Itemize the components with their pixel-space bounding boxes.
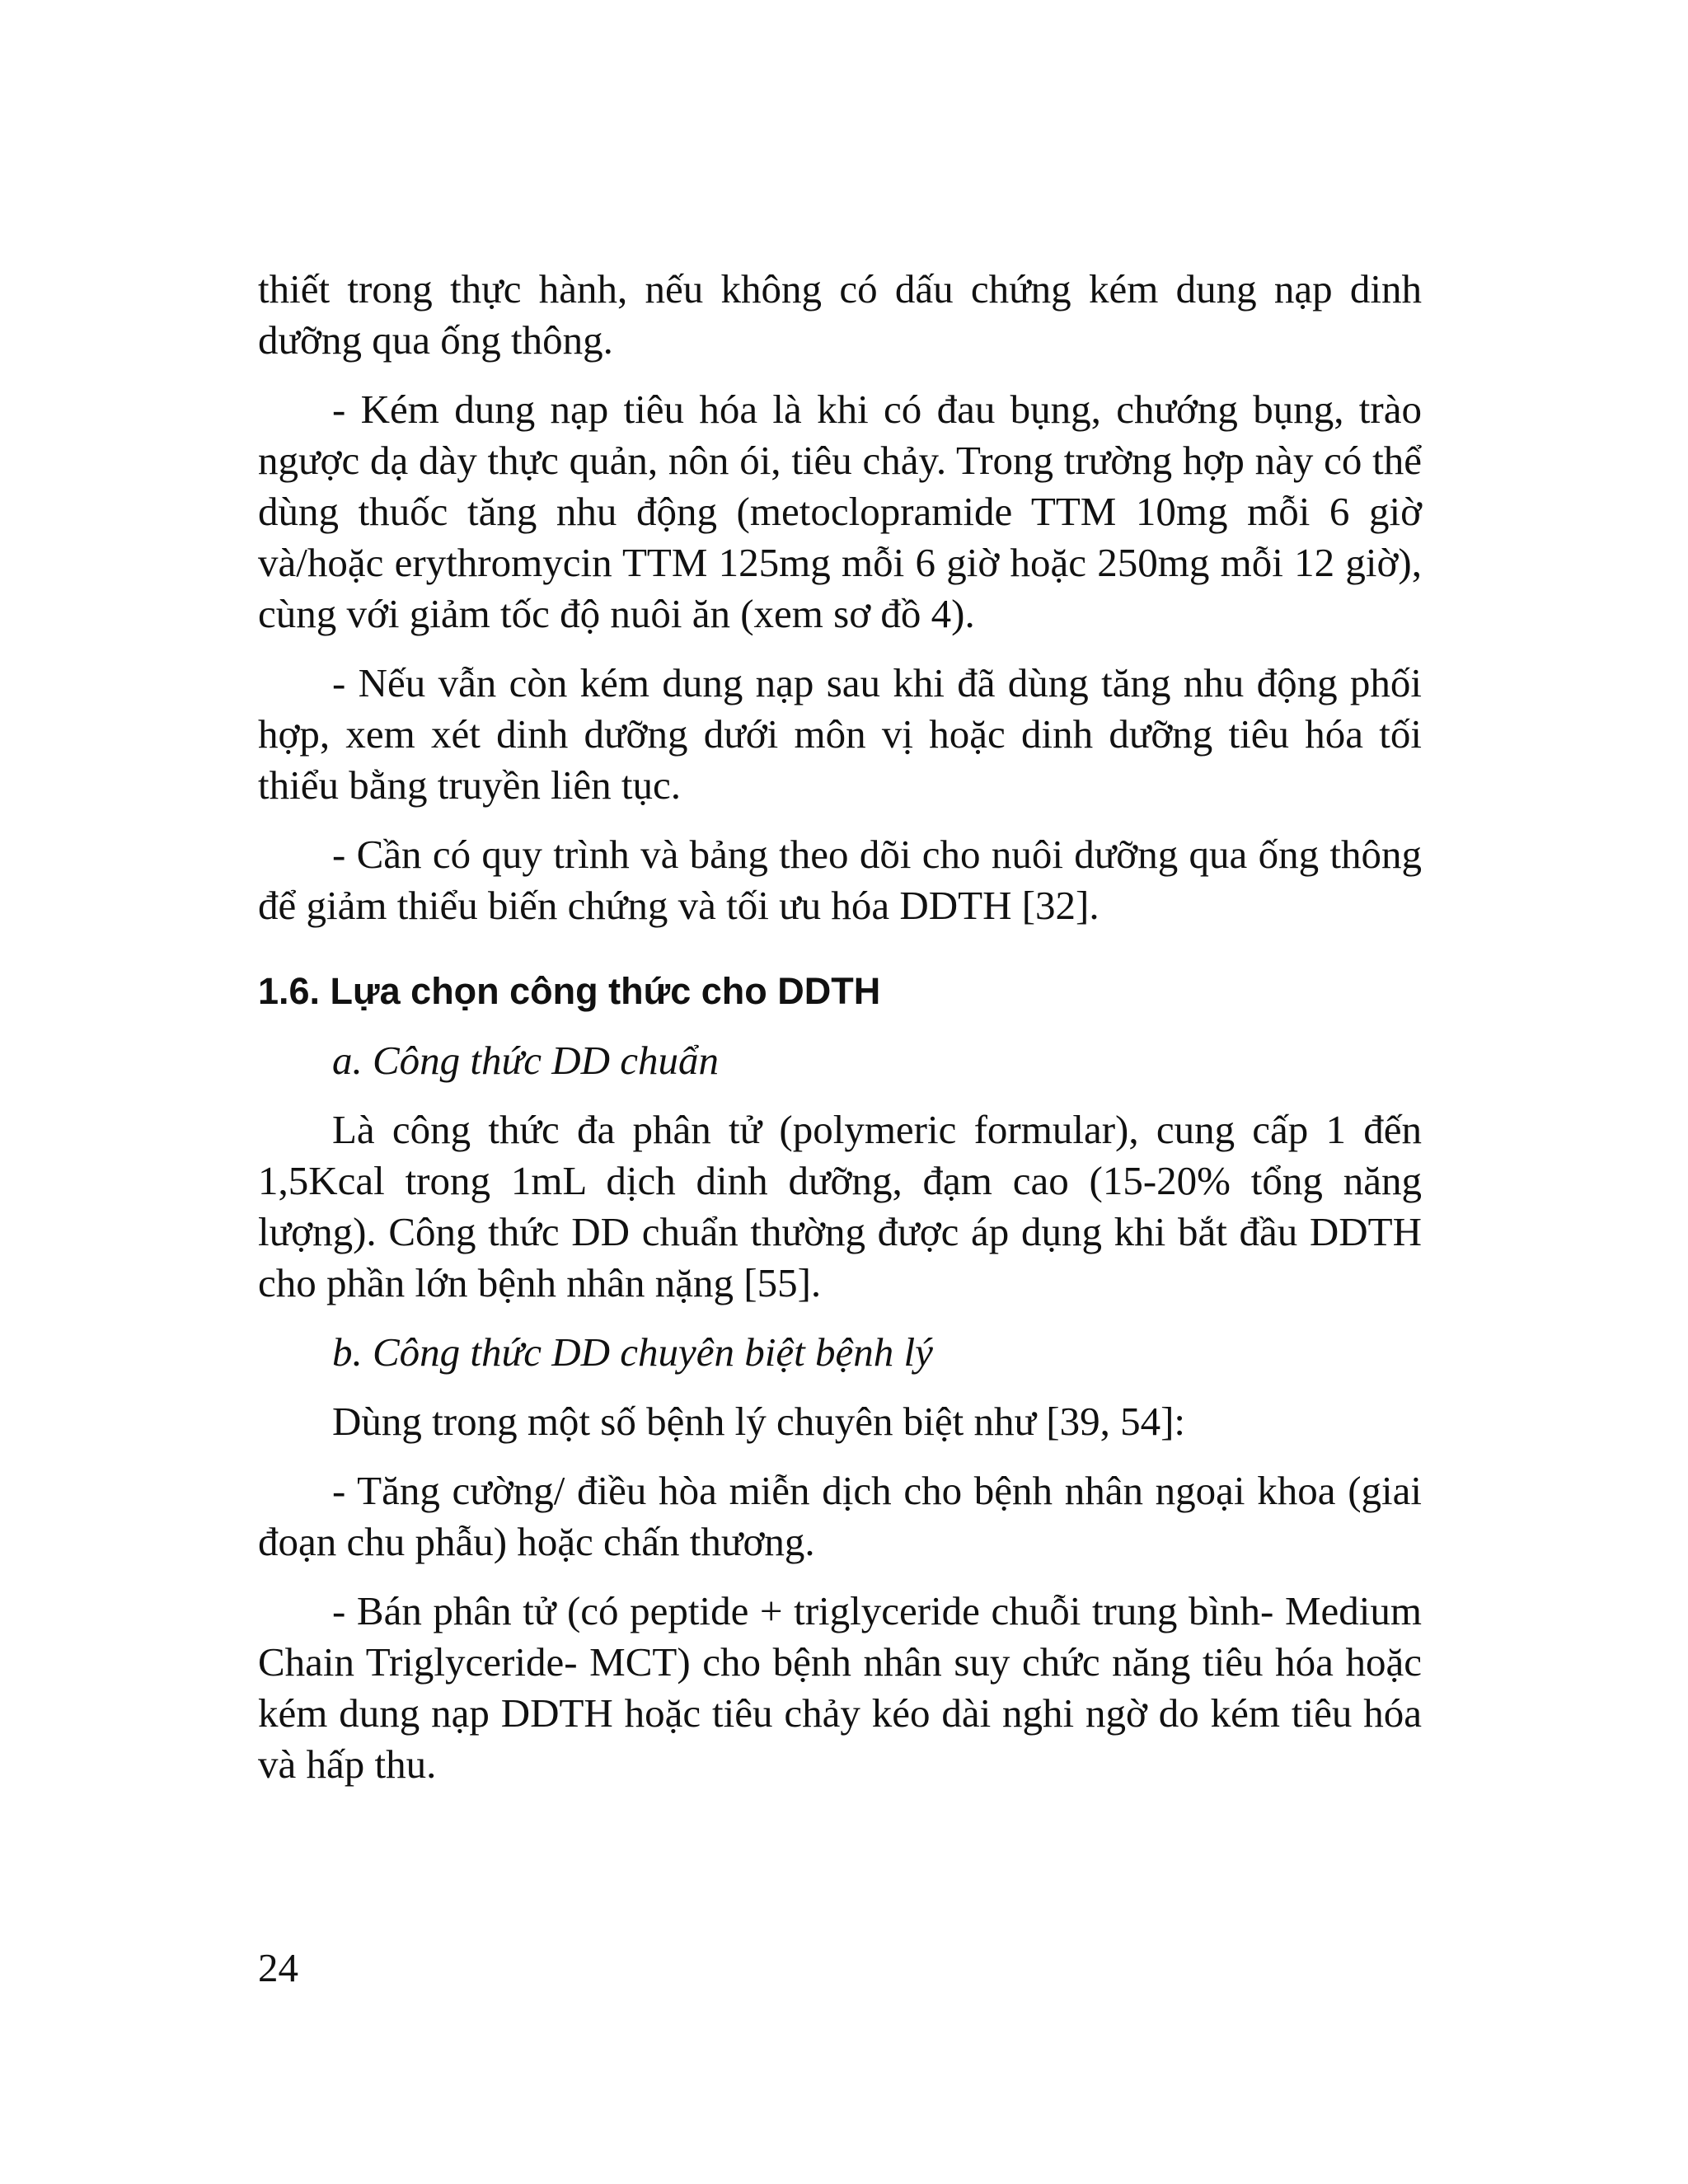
paragraph-digestive-intolerance: - Kém dung nạp tiêu hóa là khi có đau bụng, chướng bụng, trào ngược dạ dày thực quản, nôn ói, tiêu chảy. Trong trường hợp này có thể dùng thuốc tăng nhu động (metoclopramide TTM 10mg mỗi 6 giờ và/hoặc erythromycin TTM 125mg mỗi 6 giờ hoặc 250mg mỗi 12 giờ), cùng với giảm tốc độ nuôi ăn (xem sơ đồ 4). (258, 387, 1422, 636)
subheading-standard-formula: a. Công thức DD chuẩn (332, 1038, 720, 1083)
page-body (258, 264, 1422, 1790)
section-heading: 1.6. Lựa chọn công thức cho DDTH (258, 970, 881, 1012)
paragraph-specialized-intro: Dùng trong một số bệnh lý chuyên biệt như [39, 54]: (332, 1399, 1186, 1444)
paragraph-immune-formula: - Tăng cường/ điều hòa miễn dịch cho bệnh nhân ngoại khoa (giai đoạn chu phẫu) hoặc chấn thương. (258, 1468, 1422, 1564)
subheading-specialized-formula: b. Công thức DD chuyên biệt bệnh lý (332, 1329, 933, 1375)
paragraph-protocol: - Cần có quy trình và bảng theo dõi cho nuôi dưỡng qua ống thông để giảm thiểu biến chứng và tối ưu hóa DDTH [32]. (258, 832, 1422, 928)
paragraph-semi-elemental-formula: - Bán phân tử (có peptide + triglyceride chuỗi trung bình- Medium Chain Triglyceride- MCT) cho bệnh nhân suy chức năng tiêu hóa hoặc kém dung nạp DDTH hoặc tiêu chảy kéo dài nghi ngờ do kém tiêu hóa và hấp thu. (258, 1588, 1422, 1787)
paragraph-standard-formula: Là công thức đa phân tử (polymeric formular), cung cấp 1 đến 1,5Kcal trong 1mL dịch dinh dưỡng, đạm cao (15-20% tổng năng lượng). Công thức DD chuẩn thường được áp dụng khi bắt đầu DDTH cho phần lớn bệnh nhân nặng [55]. (258, 1107, 1422, 1305)
page-number: 24 (258, 1945, 298, 1990)
paragraph-continuation: thiết trong thực hành, nếu không có dấu chứng kém dung nạp dinh dưỡng qua ống thông. (258, 266, 1422, 363)
paragraph-persistent-intolerance: - Nếu vẫn còn kém dung nạp sau khi đã dùng tăng nhu động phối hợp, xem xét dinh dưỡng dưới môn vị hoặc dinh dưỡng tiêu hóa tối thiểu bằng truyền liên tục. (258, 660, 1422, 808)
